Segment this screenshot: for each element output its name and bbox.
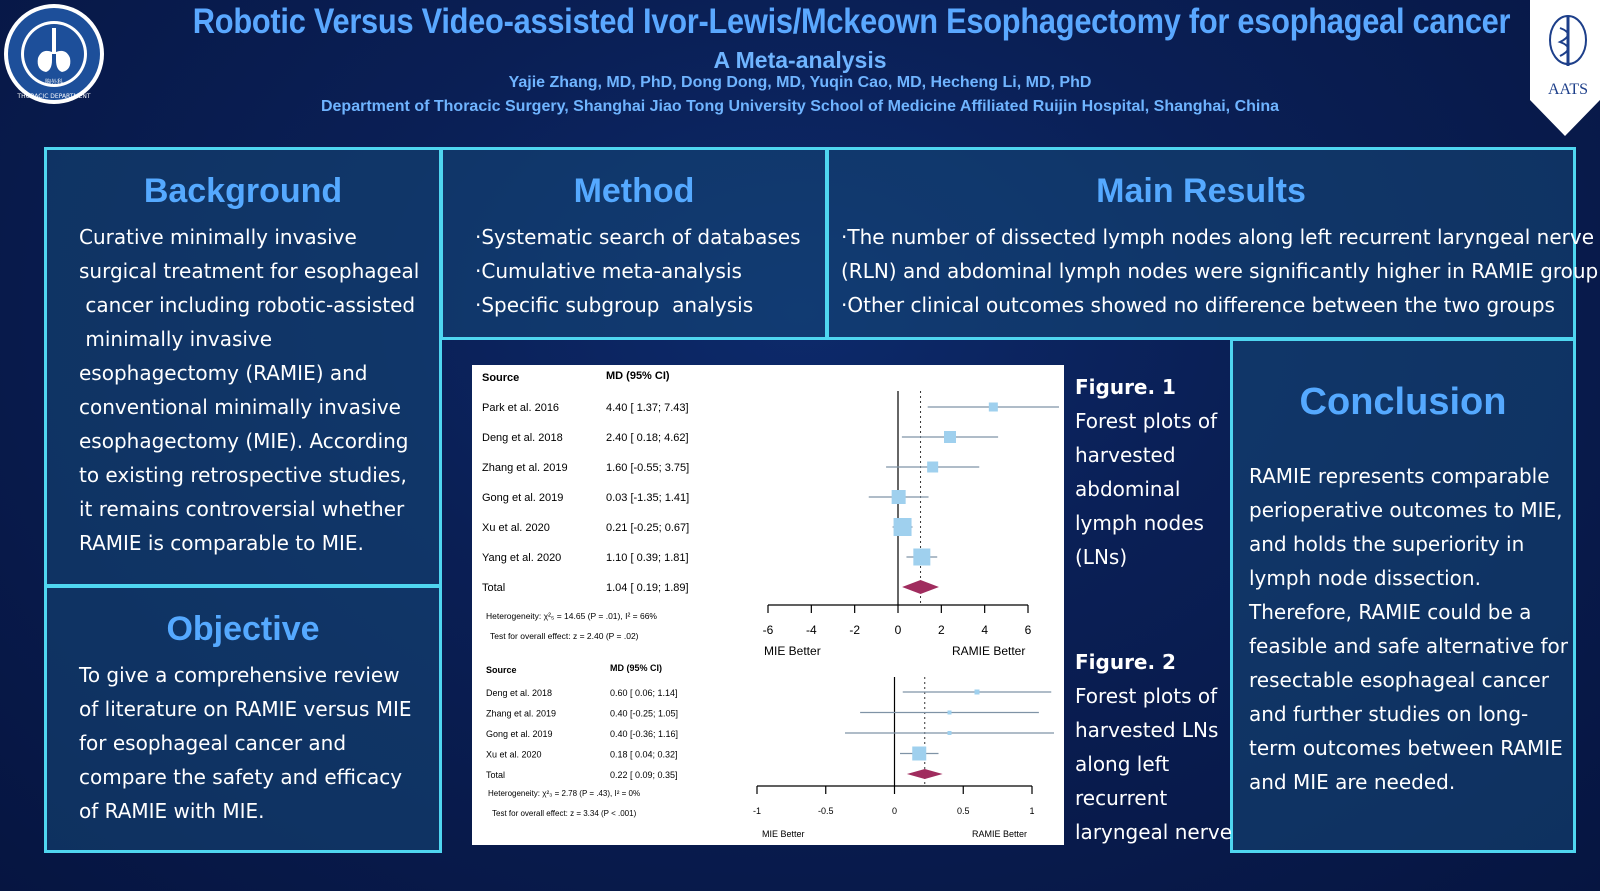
forest1-study-label: Zhang et al. 2019 bbox=[482, 462, 568, 474]
figure2-caption bbox=[1075, 645, 1232, 849]
forest1-study-label: Yang et al. 2020 bbox=[482, 552, 562, 564]
forest2-study-ci: 0.40 [-0.25; 1.05] bbox=[610, 708, 679, 719]
forest1-x-tick-label: 6 bbox=[1024, 623, 1032, 637]
conclusion-text bbox=[1249, 459, 1568, 799]
forest2-x-tick-label: -0.5 bbox=[817, 806, 834, 816]
left-logo-ring-text: THORACIC DEPARTMENT bbox=[17, 93, 91, 100]
forest1-effect-square bbox=[894, 518, 912, 536]
forest1-study-ci: 1.60 [-0.55; 3.75] bbox=[606, 462, 690, 474]
forest2-study-label: Zhang et al. 2019 bbox=[486, 708, 557, 719]
forest2-study-label: Deng et al. 2018 bbox=[486, 688, 553, 698]
poster-title: Robotic Versus Video-assisted Ivor-Lewis/Mckeown Esophagectomy for esophageal cancer bbox=[192, 2, 1511, 41]
aats-logo-text: AATS bbox=[1547, 81, 1589, 98]
forest1-effect-square bbox=[927, 462, 938, 473]
conclusion-line: Therefore, RAMIE could be a bbox=[1249, 600, 1532, 624]
forest1-pooled-diamond bbox=[902, 580, 939, 594]
forest2-study-ci: 0.18 [ 0.04; 0.32] bbox=[610, 749, 678, 760]
forest1-effect-square bbox=[892, 490, 906, 504]
forest2-header-md: MD (95% CI) bbox=[610, 663, 663, 673]
forest1-study-ci: 0.21 [-0.25; 0.67] bbox=[606, 522, 690, 534]
objective-panel bbox=[44, 585, 442, 853]
background-line: Curative minimally invasive bbox=[79, 225, 357, 249]
conclusion-line: and further studies on long- bbox=[1249, 702, 1529, 726]
aats-logo bbox=[1530, 0, 1600, 136]
forest1-effect-square bbox=[989, 403, 998, 412]
conclusion-line: and MIE are needed. bbox=[1249, 770, 1456, 794]
conclusion-line: feasible and safe alternative for bbox=[1249, 634, 1569, 658]
forest1-x-tick-label: 0 bbox=[894, 623, 902, 637]
figure1-caption-line: harvested bbox=[1075, 443, 1176, 467]
forest2-heterogeneity-text: Heterogeneity: χ²₃ = 2.78 (P = .43), I² = 0% bbox=[488, 789, 641, 798]
method-title: Method bbox=[573, 172, 695, 210]
poster-subtitle: A Meta-analysis bbox=[713, 47, 887, 73]
background-line: it remains controversial whether bbox=[79, 497, 405, 521]
forest1-overall-effect-text: Test for overall effect: z = 2.40 (P = .02) bbox=[490, 631, 639, 641]
background-line: minimally invasive bbox=[79, 327, 273, 351]
forest2-x-tick-label: 0 bbox=[891, 806, 898, 816]
left-logo-center-text: 胸外科 bbox=[44, 79, 64, 86]
forest1-total-label: Total bbox=[482, 582, 506, 594]
forest2-header-source: Source bbox=[486, 665, 517, 675]
background-line: surgical treatment for esophageal bbox=[79, 259, 420, 283]
forest1-x-tick-label: 4 bbox=[981, 623, 989, 637]
figure2-caption-line: along left bbox=[1075, 752, 1170, 776]
figure1-caption bbox=[1075, 370, 1217, 574]
forest1-study-ci: 2.40 [ 0.18; 4.62] bbox=[606, 432, 689, 444]
conclusion-line: lymph node dissection. bbox=[1249, 566, 1481, 590]
forest2-effect-square bbox=[948, 731, 952, 735]
forest1-mie-better-label: MIE Better bbox=[764, 644, 821, 658]
forest1-study-label: Xu et al. 2020 bbox=[482, 522, 550, 534]
forest-plots-figure bbox=[472, 365, 1064, 845]
forest1-study-label: Deng et al. 2018 bbox=[482, 432, 563, 444]
conclusion-line: perioperative outcomes to MIE, bbox=[1249, 498, 1563, 522]
forest1-effect-square bbox=[944, 431, 956, 443]
forest1-study-ci: 0.03 [-1.35; 1.41] bbox=[606, 492, 690, 504]
background-line: cancer including robotic-assisted bbox=[79, 293, 416, 317]
objective-line: compare the safety and efficacy bbox=[79, 765, 403, 789]
objective-text bbox=[79, 658, 412, 828]
objective-line: To give a comprehensive review bbox=[79, 663, 400, 687]
figure1-caption-line: (LNs) bbox=[1075, 545, 1128, 569]
authors-line: Yajie Zhang, MD, PhD, Dong Dong, MD, Yuqin Cao, MD, Hecheng Li, MD, PhD bbox=[508, 74, 1092, 91]
forest2-effect-square bbox=[912, 747, 926, 761]
forest1-x-tick-label: 2 bbox=[937, 623, 945, 637]
forest1-effect-square bbox=[913, 549, 930, 566]
forest2-overall-effect-text: Test for overall effect: z = 3.34 (P < .001) bbox=[492, 809, 637, 818]
forest2-x-tick-label: 0.5 bbox=[956, 806, 970, 816]
forest1-heterogeneity-text: Heterogeneity: χ²₅ = 14.65 (P = .01), I² = 66% bbox=[486, 611, 657, 621]
forest1-total-ci: 1.04 [ 0.19; 1.89] bbox=[606, 582, 689, 594]
method-bullet: ·Cumulative meta-analysis bbox=[475, 259, 742, 283]
figure2-label: Figure. 2 bbox=[1075, 650, 1176, 674]
background-line: conventional minimally invasive bbox=[79, 395, 401, 419]
background-line: esophagectomy (MIE). According bbox=[79, 429, 409, 453]
conclusion-line: and holds the superiority in bbox=[1249, 532, 1525, 556]
conclusion-panel bbox=[1230, 338, 1576, 853]
objective-line: of literature on RAMIE versus MIE bbox=[79, 697, 412, 721]
conclusion-line: resectable esophageal cancer bbox=[1249, 668, 1550, 692]
forest2-effect-square bbox=[975, 690, 980, 695]
forest1-header-md: MD (95% CI) bbox=[606, 370, 670, 382]
forest2-x-tick-label: -1 bbox=[752, 806, 762, 816]
forest1-study-label: Gong et al. 2019 bbox=[482, 492, 564, 504]
background-panel bbox=[44, 147, 442, 587]
results-line: (RLN) and abdominal lymph nodes were significantly higher in RAMIE group bbox=[841, 259, 1599, 283]
department-line: Department of Thoracic Surgery, Shanghai Jiao Tong University School of Medicine Affiliated Ruijin Hospital, Shanghai, China bbox=[320, 98, 1280, 115]
objective-line: of RAMIE with MIE. bbox=[79, 799, 265, 823]
figure1-caption-line: lymph nodes bbox=[1075, 511, 1204, 535]
forest2-mie-better-label: MIE Better bbox=[762, 829, 805, 839]
background-title: Background bbox=[143, 172, 343, 210]
figure2-caption-line: harvested LNs bbox=[1075, 718, 1219, 742]
background-line: RAMIE is comparable to MIE. bbox=[79, 531, 364, 555]
results-line: ·Other clinical outcomes showed no difference between the two groups bbox=[841, 293, 1555, 317]
figure1-caption-line: Forest plots of bbox=[1075, 409, 1218, 433]
main-results-title: Main Results bbox=[1096, 172, 1306, 210]
main-results-text bbox=[841, 220, 1598, 322]
background-line: esophagectomy (RAMIE) and bbox=[79, 361, 368, 385]
figure1-label: Figure. 1 bbox=[1075, 375, 1176, 399]
forest2-total-ci: 0.22 [ 0.09; 0.35] bbox=[610, 770, 678, 780]
forest1-ramie-better-label: RAMIE Better bbox=[952, 644, 1026, 658]
objective-title: Objective bbox=[166, 610, 320, 648]
forest1-study-ci: 1.10 [ 0.39; 1.81] bbox=[606, 552, 689, 564]
method-text bbox=[475, 220, 801, 322]
forest-plots-svg bbox=[472, 365, 1064, 845]
forest2-ramie-better-label: RAMIE Better bbox=[972, 829, 1028, 839]
forest2-study-ci: 0.40 [-0.36; 1.16] bbox=[610, 729, 679, 739]
forest1-x-tick-label: -6 bbox=[762, 623, 774, 637]
forest2-study-label: Gong et al. 2019 bbox=[486, 729, 553, 739]
figure2-caption-line: Forest plots of bbox=[1075, 684, 1218, 708]
background-line: to existing retrospective studies, bbox=[79, 463, 407, 487]
figure2-caption-line: laryngeal nerve bbox=[1075, 820, 1233, 844]
forest2-x-tick-label: 1 bbox=[1029, 806, 1035, 816]
conclusion-line: RAMIE represents comparable bbox=[1249, 464, 1550, 488]
figure1-caption-line: abdominal bbox=[1075, 477, 1181, 501]
method-bullet: ·Specific subgroup analysis bbox=[475, 293, 754, 317]
forest2-study-label: Xu et al. 2020 bbox=[486, 749, 542, 760]
method-bullet: ·Systematic search of databases bbox=[475, 225, 801, 249]
forest2-study-ci: 0.60 [ 0.06; 1.14] bbox=[610, 688, 678, 698]
conclusion-line: term outcomes between RAMIE bbox=[1249, 736, 1563, 760]
forest2-pooled-diamond bbox=[907, 769, 943, 779]
forest1-x-tick-label: -2 bbox=[849, 623, 861, 637]
background-text bbox=[79, 220, 419, 560]
forest1-header-source: Source bbox=[482, 372, 520, 384]
forest1-x-tick-label: -4 bbox=[805, 623, 817, 637]
figure2-caption-line: recurrent bbox=[1075, 786, 1168, 810]
main-results-panel bbox=[826, 147, 1599, 340]
forest1-study-label: Park et al. 2016 bbox=[482, 402, 560, 414]
results-line: ·The number of dissected lymph nodes along left recurrent laryngeal nerve bbox=[841, 225, 1595, 249]
forest2-total-label: Total bbox=[486, 770, 506, 780]
objective-line: for esophageal cancer and bbox=[79, 731, 347, 755]
forest2-effect-square bbox=[948, 711, 952, 715]
forest1-study-ci: 4.40 [ 1.37; 7.43] bbox=[606, 402, 689, 414]
method-panel bbox=[440, 147, 828, 340]
conclusion-title: Conclusion bbox=[1299, 381, 1507, 423]
